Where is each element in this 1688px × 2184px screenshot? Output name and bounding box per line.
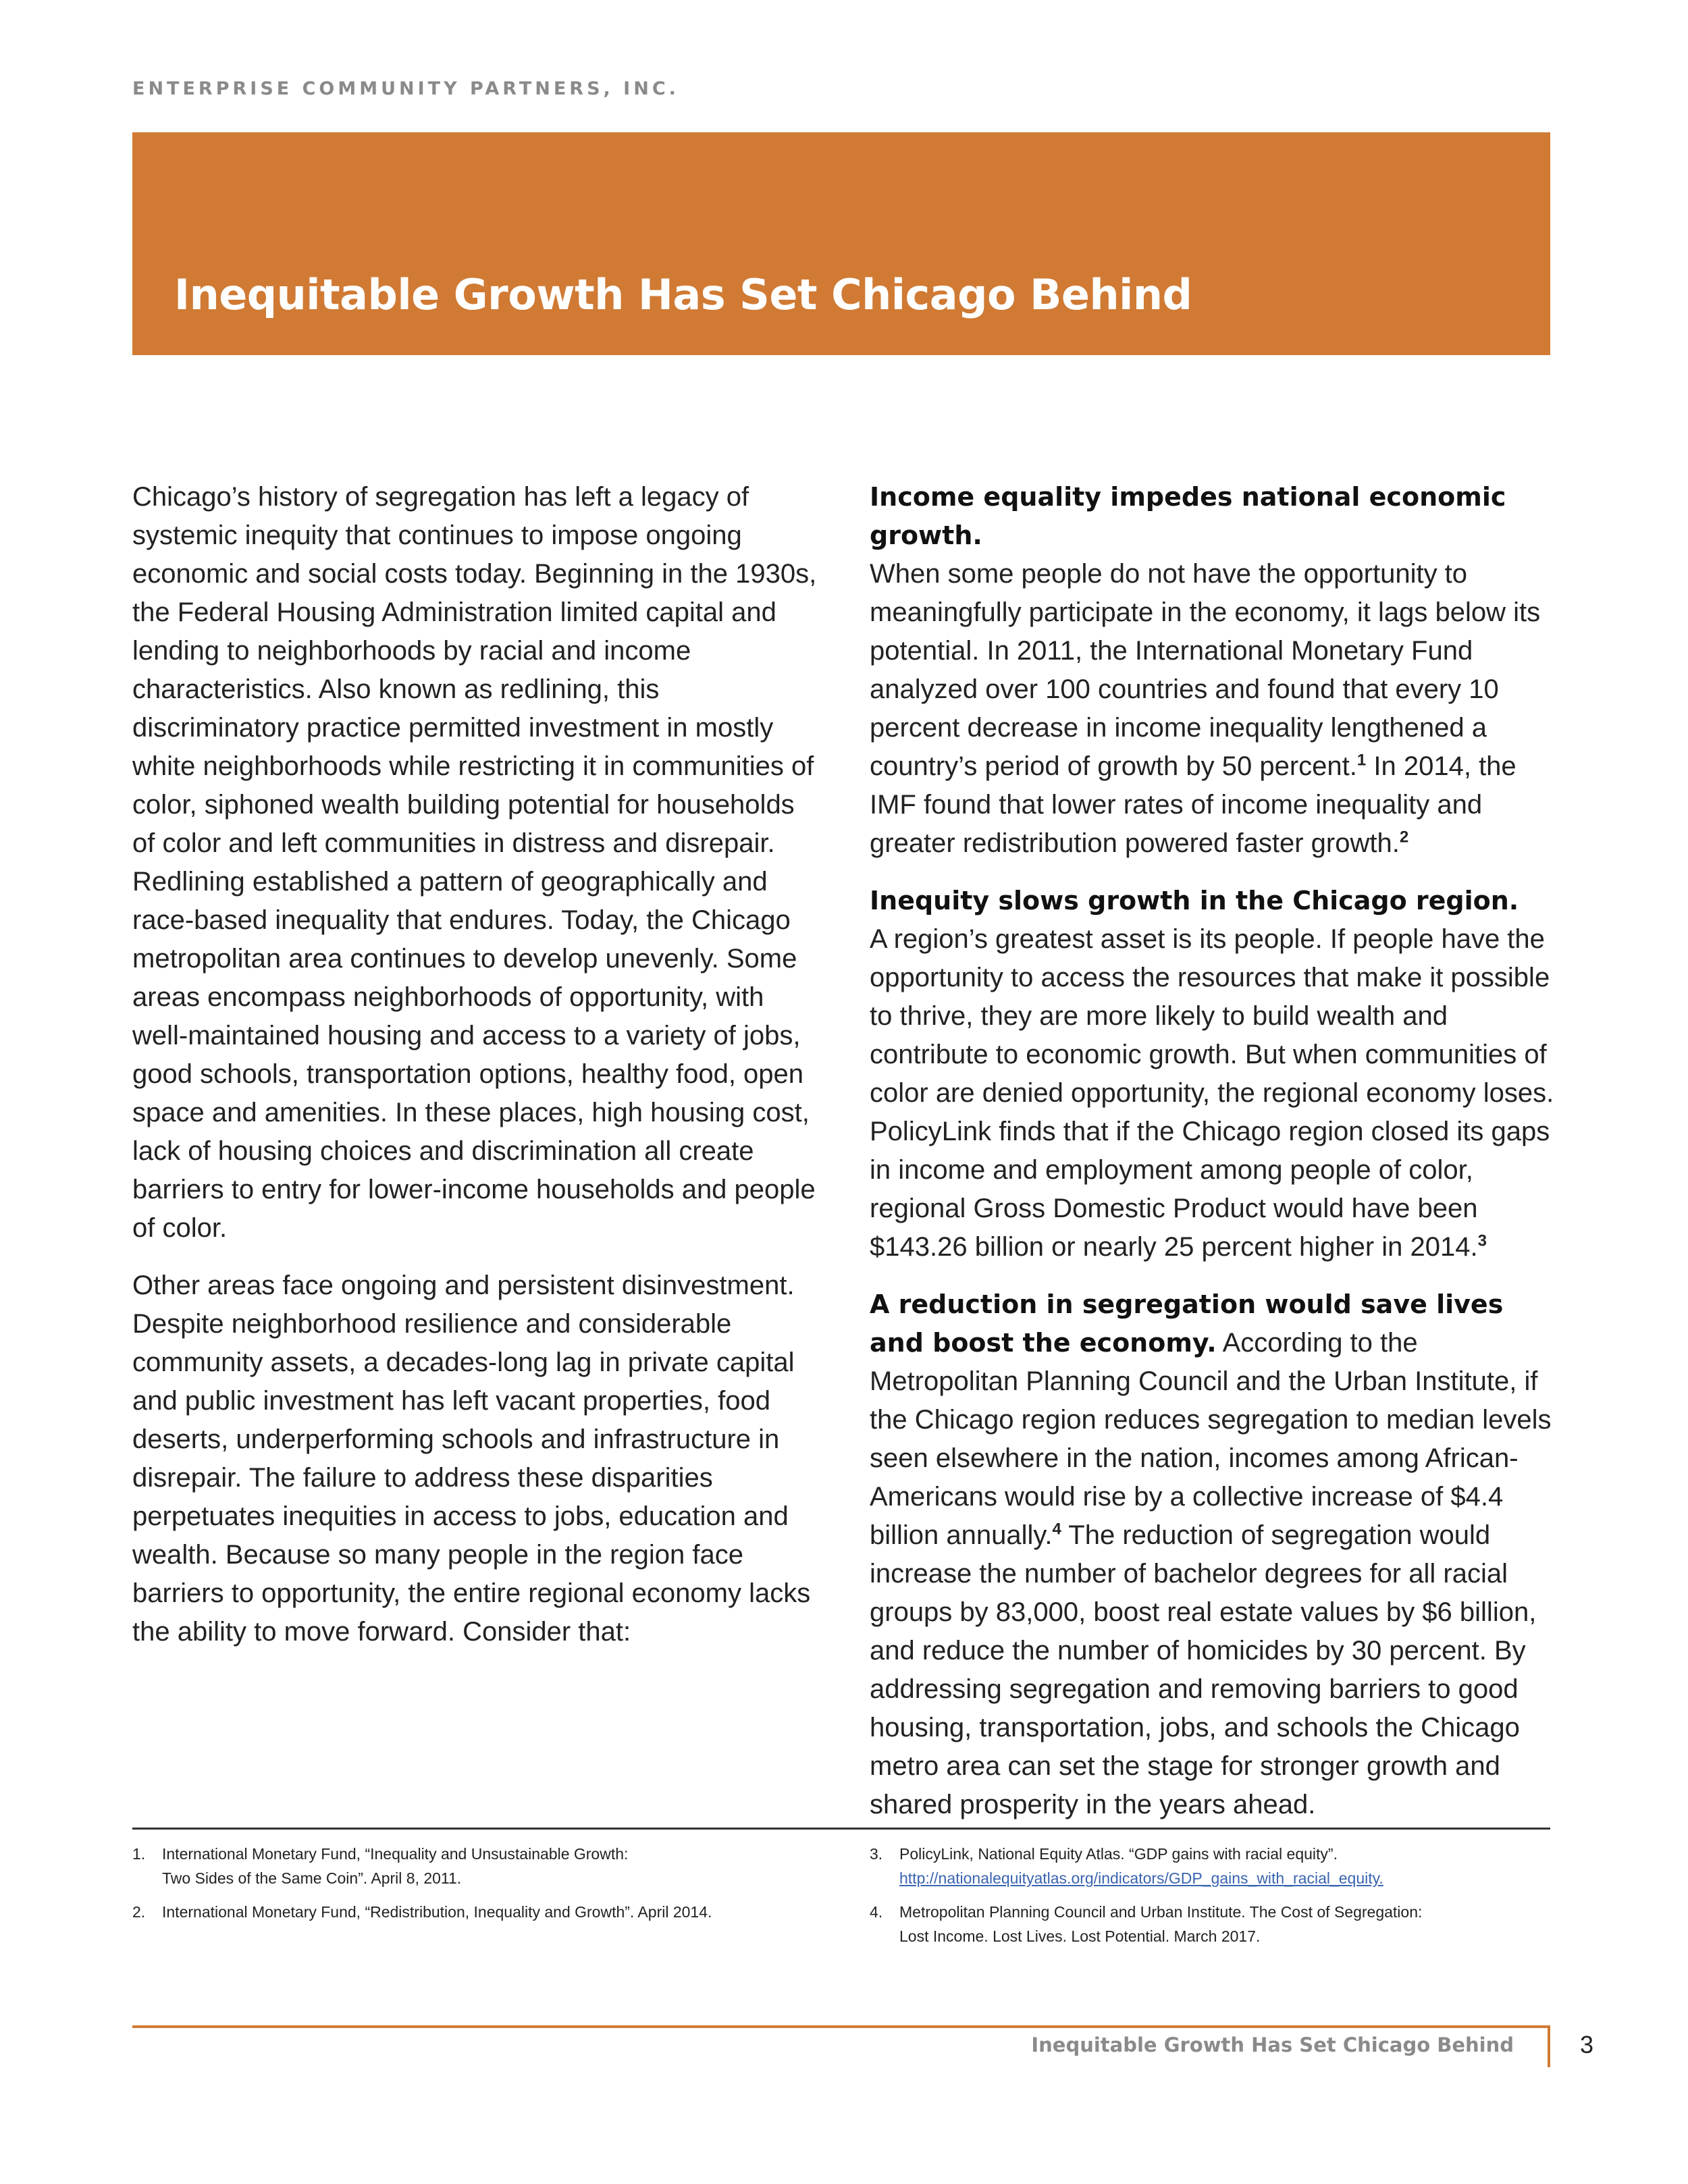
right-column [870,478,1558,1824]
section-heading: A reduction in segregation would save lives and boost the economy. [870,1289,1504,1358]
page-title: Inequitable Growth Has Set Chicago Behind [174,270,1192,319]
footnote-text: Two Sides of the Same Coin”. April 8, 2011. [162,1869,462,1887]
footnote-divider [132,1828,1550,1830]
body-paragraph: Other areas face ongoing and persistent disinvestment. Despite neighborhood resilience and considerable community assets, a decades-long lag in private capital and public investment has left vacant properties, food deserts, underperforming schools and infrastructure in disrepair. The failure to address these disparities perpetuates inequities in access to jobs, education and wealth. Because so many people in the region face barriers to opportunity, the entire regional economy lacks the ability to move forward. Consider that: [132,1271,811,1647]
footnote-link[interactable]: http://nationalequityatlas.org/indicators/GDP_gains_with_racial_equity. [899,1869,1383,1887]
section-income-equality [870,478,1558,863]
left-column [132,478,821,1651]
footer-divider [132,2025,1550,2028]
footnote-number: 4. [870,1903,883,1921]
section-heading: Income equality impedes national economic growth. [870,482,1506,550]
footnote-text: International Monetary Fund, “Redistribution, Inequality and Growth”. April 2014. [162,1903,712,1921]
footer-title: Inequitable Growth Has Set Chicago Behind [1031,2033,1514,2056]
title-banner [132,132,1550,355]
section-text: When some people do not have the opportunity to meaningfully participate in the economy, it lags below its potential. In 2011, the International Monetary Fund analyzed over 100 countries and found that every 10 percent decrease in income inequality lengthened a country’s period of growth by 50 percent. [870,559,1541,781]
section-text: The reduction of segregation would increase the number of bachelor degrees for all racial groups by 83,000, boost real estate values by $6 billion, and reduce the number of homicides by 30 percent. By addressing segregation and removing barriers to good housing, transportation, jobs, and schools the Chicago metro area can set the stage for stronger growth and shared prosperity in the years ahead. [870,1520,1537,1819]
footnotes-left [132,1842,841,1934]
section-heading: Inequity slows growth in the Chicago region. [870,886,1519,915]
footnote-number: 1. [132,1845,146,1863]
footnote-ref: 4 [1052,1520,1061,1539]
section-text: In 2014, the IMF found that lower rates of income inequality and greater redistribution powered faster growth. [870,751,1516,858]
footnote-ref: 3 [1477,1231,1487,1250]
footnote-text: Metropolitan Planning Council and Urban Institute. The Cost of Segregation: [899,1903,1423,1921]
page-number: 3 [1580,2031,1594,2058]
body-paragraph: Chicago’s history of segregation has left a legacy of systemic inequity that continues to impose ongoing economic and social costs today. Beginning in the 1930s, the Federal Housing Administration limited capital and lending to neighborhoods by racial and income characteristics. Also known as redlining, this discriminatory practice permitted investment in mostly white neighborhoods while restricting it in communities of color, siphoned wealth building potential for households of color and left communities in distress and disrepair. Redlining established a pattern of geographically and race-based inequality that endures. Today, the Chicago metropolitan area continues to develop unevenly. Some areas encompass neighborhoods of opportunity, with well-maintained housing and access to a variety of jobs, good schools, transportation options, healthy food, open space and amenities. In these places, high housing cost, lack of housing choices and discrimination all create barriers to entry for lower-income households and people of color. [132,482,817,1243]
footnote-ref: 1 [1356,751,1367,770]
section-text: According to the Metropolitan Planning Council and the Urban Institute, if the Chicago region reduces segregation to median levels seen elsewhere in the nation, incomes among African-Americans would rise by a collective increase of $4.4 billion annually. [870,1328,1552,1550]
footnote-ref: 2 [1399,828,1409,847]
section-text: A region’s greatest asset is its people. If people have the opportunity to access the resources that make it possible to thrive, they are more likely to build wealth and contribute to economic growth. But when communities of color are denied opportunity, the regional economy loses. PolicyLink finds that if the Chicago region closed its gaps in income and employment among people of color, regional Gross Domestic Product would have been $143.26 billion or nearly 25 percent higher in 2014. [870,924,1554,1262]
footnote [870,1842,1579,1890]
footnote-text: Lost Income. Lost Lives. Lost Potential. March 2017. [899,1927,1261,1945]
section-inequity-chicago [870,882,1558,1267]
footnote-text: PolicyLink, National Equity Atlas. “GDP gains with racial equity”. [899,1845,1338,1863]
footnote-text: International Monetary Fund, “Inequality and Unsustainable Growth: [162,1845,629,1863]
footnotes-right [870,1842,1579,1958]
footnote [132,1900,841,1924]
footnote [132,1842,841,1890]
footer-separator [1548,2025,1550,2067]
footnote-number: 2. [132,1903,146,1921]
footnote [870,1900,1579,1948]
section-segregation-reduction [870,1285,1558,1824]
organization-name: ENTERPRISE COMMUNITY PARTNERS, INC. [132,78,679,99]
footnote-number: 3. [870,1845,883,1863]
